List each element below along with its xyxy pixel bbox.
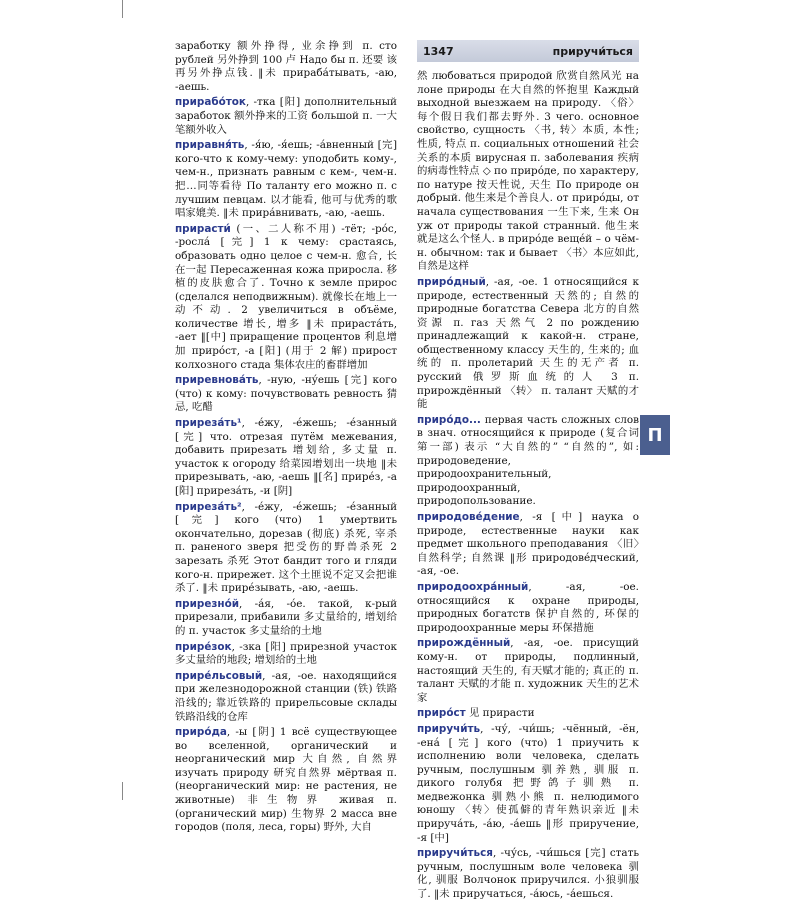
entry-definition: , -е́жу, -е́жешь; -е́занный [完] что. отрезая путём межевания, добавить прирезать 增划给, 多丈量 п. участок к огороду 给菜园增划出一块地 ‖未 прирезывать, -аю, -аешь ‖[名] прире́з, -а [阳] приреза́ть, -и [阴] [175,417,397,497]
entry-definition: , -я́ю, -я́ешь; -а́вненный [完] кого-что к кому-чему: уподобить кому-, чем-н., признать равным с кем-, чем-н. 把…同等看待 По таланту его можно п. с лучшим певцам. 以才能看, 他可与优秀的歌唱家媲美. ‖未 прира́внивать, -аю, -аешь. [175,139,397,220]
entry-definition: , -тка [阳] дополнительный заработок 额外挣来的工资 большой п. 一大笔额外收入 [175,96,397,136]
headword: приро́ст [417,707,466,720]
headword: прирасти́ [175,222,231,235]
dictionary-entry [175,223,397,373]
headword: приро́да [175,726,227,739]
headword: приручи́ться [417,847,493,860]
entry-definition: , -е́жу, -е́жешь; -е́занный [完] кого (что) 1 умертвить окончательно, дорезав (彻底) 杀死, 宰杀 п. раненого зверя 把受伤的野兽杀死 2 зарезать 杀死 Этот бандит того и гляди кого-н. прирежет. 这个土匪说不定又会把谁杀了. ‖未 прире́зывать, -аю, -аешь. [175,500,397,595]
dictionary-entry [417,70,639,274]
crop-mark-bottom [122,782,123,800]
page-number: 1347 [423,44,454,58]
entry-definition: , -зка [阳] прирезной участок 多丈量给的地段; 增划给的土地 [175,640,397,667]
dictionary-entry [175,139,397,221]
entry-definition: заработку 额外挣得, 业余挣到 п. сто рублей 另外挣到 100 卢 Надо бы п. 还要 该再另外挣点钱. ‖未 прираба́тывать, -аю, -аешь. [175,40,397,93]
headword: прирезно́й [175,597,240,610]
dictionary-entry [175,598,397,639]
dictionary-entry [417,581,639,635]
headword: приревнова́ть [175,374,259,387]
entry-definition: 见 прирасти [465,707,535,720]
dictionary-entry [175,501,397,596]
left-column [175,40,397,834]
entry-definition: , -ную, -ну́ешь [完] кого (что) к кому: почувствовать ревность 猜忌, 吃醋 [175,374,397,414]
dictionary-entry [175,670,397,724]
dictionary-entry [417,276,639,412]
dictionary-entry [175,417,397,499]
headword: приро́до... [417,413,481,426]
entry-definition: , -ая, -ое. 1 относящийся к природе, естественный 天然的; 自然的 природные богатства Севера 北方的自然资源 п. газ 天然气 2 по рождению принадлежащий к какой-н. стране, общественному классу 天生的, 生来的; 血统的 п. пролетарий 天生的无产者 п. русский 俄罗斯血统的人 3 п. прирождённый 〈转〉 п. талант 天赋的才能 [417,275,639,411]
headword: прире́льсовый [175,669,263,682]
crop-mark-top [122,0,123,18]
entry-definition: , -чу́сь, -чи́шься [完] стать ручным, послушным воле человека 驯化, 驯服 Волчонок приручился. 小狼驯服了. ‖未 приручаться, -а́юсь, -а́ешься. [417,847,639,901]
thumb-index-tab: П [640,415,670,455]
dictionary-entry [417,723,639,845]
dictionary-entry [175,374,397,415]
right-column [417,70,639,901]
dictionary-entry [417,637,639,705]
entry-definition: , -ы [阴] 1 всё существующее во вселенной, органический и неорганический мир 大自然, 自然界 изучать природу 研究自然界 мёртвая п. (неорганический мир: не растения, не животные) 非生物界 живая п. (органический мир) 生物界 2 масса вне городов (поля, леса, горы) 野外, 大自 [175,726,397,834]
headword: приреза́ть¹ [175,417,242,430]
headword: приручи́ть [417,722,481,735]
entry-definition: , -а́я, -о́е. такой, к-рый прирезали, прибавили 多丈量给的, 增划给的 п. участок 多丈量给的土地 [175,597,397,637]
dictionary-entry [175,40,397,94]
dictionary-entry [417,847,639,901]
entry-definition: , -ая, -ое. присущий кому-н. от природы, подлинный, настоящий 天生的, 有天赋才能的; 真正的 п. талант 天赋的才能 п. художник 天生的艺术家 [417,637,639,704]
headword: природове́дение [417,511,520,523]
dictionary-entry [417,511,639,579]
entry-definition: , -ая, -ое. относящийся к охране природы, природных богатств 保护自然的, 环保的 природоохранные меры 环保措施 [417,580,639,634]
entry-definition: (一、二人称不用) -тёт; -ро́с, -росла́ [完] 1 к чему: срастаясь, образовать одно целое с чем-н. 愈合, 长在一起 Пересаженная кожа приросла. 移植的皮肤愈合了. Точно к земле прирос (сделался неподвижным). 就像长在地上一动不动. 2 увеличиться в объёме, количестве 增长, 增多 ‖未 прираста́ть, -ает ‖[中] приращение процентов 利息增加 приро́ст, -а [阳] (用于 2 解) прирост колхозного стада 集体农庄的畜群增加 [175,222,397,371]
dictionary-entry [417,414,639,509]
dictionary-entry [175,641,397,668]
guide-word: приручи́ться [552,44,633,58]
headword: прирабо́ток [175,96,246,109]
entry-definition: первая часть сложных слов в знач. относящийся к природе (复合词第一部) 表示 “大自然的” “自然的”, 如: природоведение, природоохранительный, природоохранный, природопользование. [417,413,639,508]
dictionary-entry [417,707,639,721]
dictionary-entry [175,96,397,137]
entry-definition: , -чу́, -чи́шь; -чённый, -ён, -ена́ [完] кого (что) 1 приучить к исполнению воли человека, сделать ручным, послушным 驯养熟, 驯服 п. дикого голубя 把野鸽子驯熟 п. медвежонка 驯熟小熊 п. нелюдимого юношу 〈转〉使孤僻的青年熟识亲近 ‖未 прируча́ть, -а́ю, -а́ешь ‖形 приручение, -я [中] [417,722,639,844]
headword: природоохра́нный [417,580,529,593]
entry-definition: , -я [中] наука о природе, естественные науки как предмет школьного преподавания 〈旧〉自然科学; 自然课 ‖形 природове́дческий, -ая, -ое. [417,511,639,578]
entry-definition: , -ая, -ое. находящийся при железнодорожной станции (铁) 铁路沿线的; 靠近铁路的 прирельсовые склады 铁路沿线的仓库 [175,669,397,723]
headword: приравня́ть [175,139,245,152]
dictionary-entry [175,726,397,835]
page-header [417,40,639,62]
headword: приреза́ть² [175,500,242,513]
headword: прире́зок [175,640,232,653]
headword: приро́дный [417,275,486,288]
entry-definition: 然 любоваться природой 欣赏自然风光 на лоне природы 在大自然的怀抱里 Каждый выходной выезжаем на природу. 〈俗〉每个假日我们都去野外. 3 чего. основное свойство, сущность 〈书, 转〉本质, 本性; 性质, 特点 п. социальных отношений 社会关系的本质 вирусная п. заболевания 疾病的病毒性特点 ◇ по приро́де, по характеру, по натуре 按天性说, 天生 По природе он добрый. 他生来是个善良人. от приро́ды, от начала существования 一生下来, 生来 Он уж от природы такой странный. 他生来就是这么个怪人. в приро́де веще́й – о чём-н. обычном: так и бывает 〈书〉本应如此, 自然是这样 [417,70,639,273]
headword: прирождённый [417,637,511,650]
